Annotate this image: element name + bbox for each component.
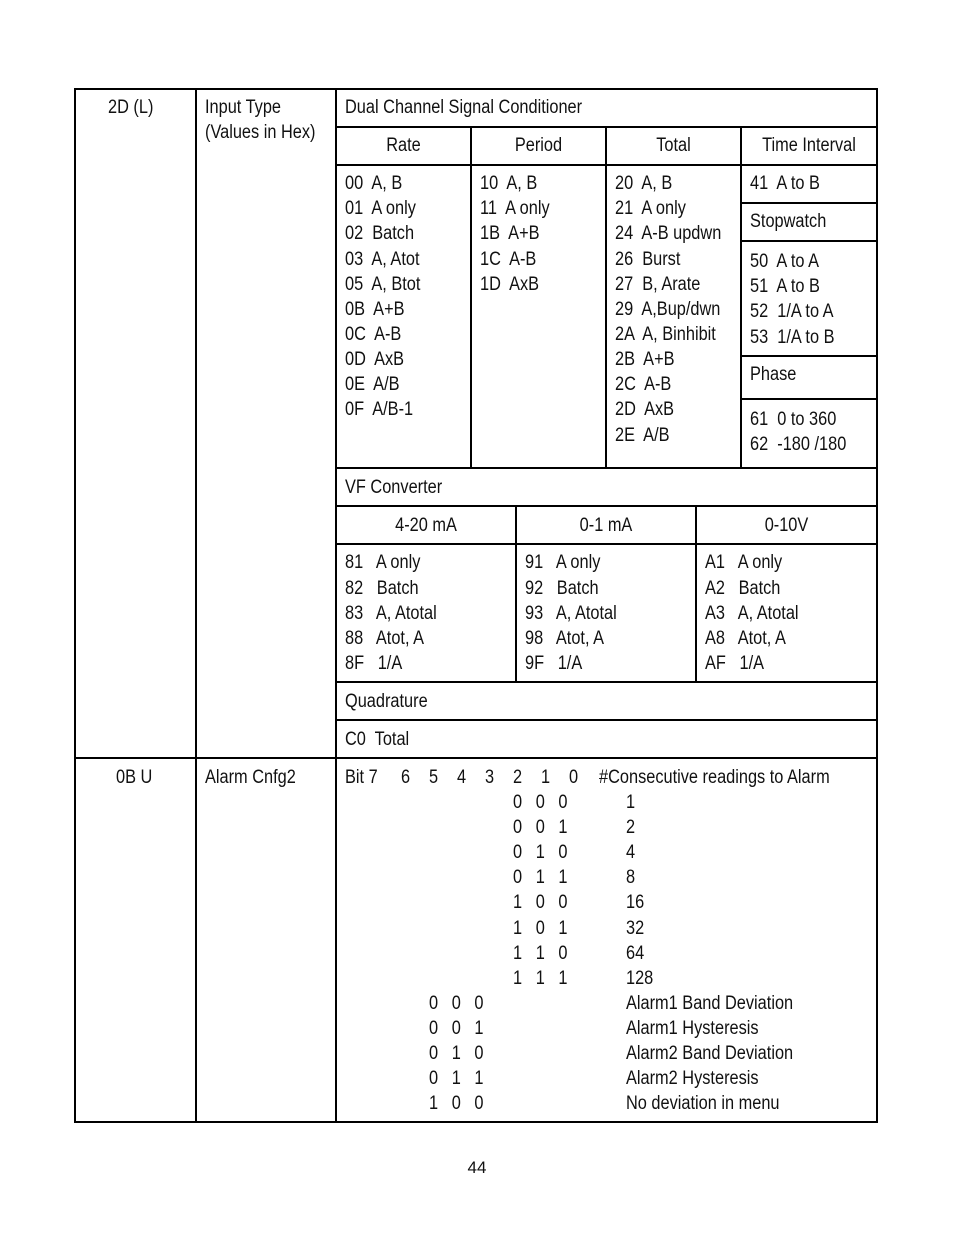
period-item: 10 A, B	[480, 173, 538, 194]
vf-item: 83 A, Atotal	[345, 603, 437, 624]
bit-label: 2	[513, 767, 523, 788]
vf-header-4-20ma: 4-20 mA	[395, 515, 457, 536]
vf-item: 82 Batch	[345, 578, 419, 599]
bit-label: 3	[485, 767, 495, 788]
rate-item: 00 A, B	[345, 173, 403, 194]
ti-line-4	[740, 398, 878, 400]
header-time-interval: Time Interval	[762, 135, 856, 156]
deviation-option: Alarm1 Hysteresis	[626, 1018, 759, 1039]
deviation-option: Alarm2 Band Deviation	[626, 1043, 794, 1064]
total-item: 20 A, B	[615, 173, 673, 194]
vf-item: A3 A, Atotal	[705, 603, 799, 624]
bit-pattern: 1 0 0	[429, 1093, 484, 1114]
bit-pattern: 0 1 1	[429, 1068, 484, 1089]
vf-item: 88 Atot, A	[345, 628, 425, 649]
rate-item: 0C A-B	[345, 324, 402, 345]
stopwatch-item: 53 1/A to B	[750, 327, 835, 348]
total-item: 26 Burst	[615, 249, 681, 270]
bit-pattern: 0 0 0	[429, 993, 484, 1014]
period-item: 1C A-B	[480, 249, 537, 270]
bit-pattern: 1 1 0	[513, 943, 568, 964]
header-rate: Rate	[386, 135, 421, 156]
reading-count: 128	[626, 968, 654, 989]
vf-item: 9F 1/A	[525, 653, 583, 674]
line-below-quad-title	[335, 719, 878, 721]
bit-pattern: 1 1 1	[513, 968, 568, 989]
vf-item: 81 A only	[345, 552, 421, 573]
header-period: Period	[514, 135, 563, 156]
line-below-vf-title	[335, 505, 878, 507]
vf-converter-title: VF Converter	[345, 477, 443, 498]
total-item: 2C A-B	[615, 374, 672, 395]
dual-channel-title: Dual Channel Signal Conditioner	[345, 97, 583, 118]
vf-item: A2 Batch	[705, 578, 781, 599]
total-item: 21 A only	[615, 198, 686, 219]
stopwatch-item: 50 A to A	[750, 251, 820, 272]
reading-count: 32	[626, 918, 645, 939]
ti-line-3	[740, 355, 878, 357]
reading-count: 2	[626, 817, 636, 838]
bit-pattern: 1 0 0	[513, 892, 568, 913]
vf-col-line-2	[695, 505, 697, 683]
total-item: 2B A+B	[615, 349, 675, 370]
bit-pattern: 0 0 1	[429, 1018, 484, 1039]
deviation-option: Alarm2 Hysteresis	[626, 1068, 759, 1089]
col-divider-2	[335, 88, 337, 1123]
dual-col-line-2	[605, 126, 607, 469]
vf-item: AF 1/A	[705, 653, 765, 674]
ti-line-2	[740, 240, 878, 242]
period-item: 1D AxB	[480, 274, 540, 295]
bit-pattern: 0 1 1	[513, 867, 568, 888]
rate-item: 02 Batch	[345, 223, 415, 244]
bit-pattern: 1 0 1	[513, 918, 568, 939]
bit-label: 6	[401, 767, 411, 788]
vf-item: 93 A, Atotal	[525, 603, 617, 624]
rate-item: 05 A, Btot	[345, 274, 421, 295]
reading-count: 8	[626, 867, 636, 888]
bit-label: Bit 7	[345, 767, 378, 788]
vf-header-0-10v: 0-10V	[764, 515, 809, 536]
vf-item: 92 Batch	[525, 578, 599, 599]
phase-label: Phase	[750, 364, 797, 385]
bit-label: 5	[429, 767, 439, 788]
stopwatch-label: Stopwatch	[750, 211, 827, 232]
total-item: 29 A,Bup/dwn	[615, 299, 721, 320]
vf-item: A1 A only	[705, 552, 783, 573]
phase-item: 62 -180 /180	[750, 434, 847, 455]
row1-name-line2: (Values in Hex)	[205, 122, 316, 143]
total-item: 2A A, Binhibit	[615, 324, 716, 345]
rate-item: 0E A/B	[345, 374, 400, 395]
total-item: 24 A-B updwn	[615, 223, 722, 244]
stopwatch-item: 52 1/A to A	[750, 301, 834, 322]
line-below-vf-headers	[335, 543, 878, 545]
total-item: 2E A/B	[615, 425, 670, 446]
table-left-border	[74, 88, 76, 1123]
total-item: 27 B, Arate	[615, 274, 701, 295]
reading-count: 4	[626, 842, 636, 863]
bit-pattern: 0 1 0	[513, 842, 568, 863]
reading-count: 16	[626, 892, 645, 913]
bit-pattern: 0 0 1	[513, 817, 568, 838]
vf-header-0-1ma: 0-1 mA	[579, 515, 633, 536]
rate-item: 0F A/B-1	[345, 399, 414, 420]
quadrature-title: Quadrature	[345, 691, 428, 712]
page-number: 44	[467, 1158, 487, 1177]
vf-col-line-1	[515, 505, 517, 683]
vf-item: A8 Atot, A	[705, 628, 786, 649]
deviation-option: Alarm1 Band Deviation	[626, 993, 794, 1014]
dual-col-line-3	[740, 126, 742, 469]
phase-item: 61 0 to 360	[750, 409, 837, 430]
deviation-option: No deviation in menu	[626, 1093, 780, 1114]
quadrature-item: C0 Total	[345, 729, 410, 750]
col-divider-1	[195, 88, 197, 1123]
bit-label: 1	[541, 767, 551, 788]
line-below-vf-block	[335, 681, 878, 683]
bit-label: 0	[569, 767, 579, 788]
rate-item: 0D AxB	[345, 349, 405, 370]
row2-name: Alarm Cnfg2	[205, 767, 296, 788]
header-total: Total	[656, 135, 691, 156]
row2-param: 0B U	[116, 767, 153, 788]
row1-name-line1: Input Type	[205, 97, 282, 118]
stopwatch-item: 51 A to B	[750, 276, 820, 297]
vf-item: 91 A only	[525, 552, 601, 573]
consecutive-readings-header: #Consecutive readings to Alarm	[599, 767, 830, 788]
total-item: 2D AxB	[615, 399, 675, 420]
time-interval-item: 41 A to B	[750, 173, 820, 194]
table-right-border	[876, 88, 878, 1123]
bit-pattern: 0 1 0	[429, 1043, 484, 1064]
period-item: 1B A+B	[480, 223, 540, 244]
bit-label: 4	[457, 767, 467, 788]
reading-count: 64	[626, 943, 645, 964]
dual-col-line-1	[470, 126, 472, 469]
rate-item: 0B A+B	[345, 299, 405, 320]
period-item: 11 A only	[480, 198, 550, 219]
ti-line-1	[740, 202, 878, 204]
rate-item: 01 A only	[345, 198, 416, 219]
bit-pattern: 0 0 0	[513, 792, 568, 813]
vf-item: 8F 1/A	[345, 653, 403, 674]
vf-item: 98 Atot, A	[525, 628, 605, 649]
row1-param: 2D (L)	[108, 97, 154, 118]
rate-item: 03 A, Atot	[345, 249, 420, 270]
reading-count: 1	[626, 792, 636, 813]
